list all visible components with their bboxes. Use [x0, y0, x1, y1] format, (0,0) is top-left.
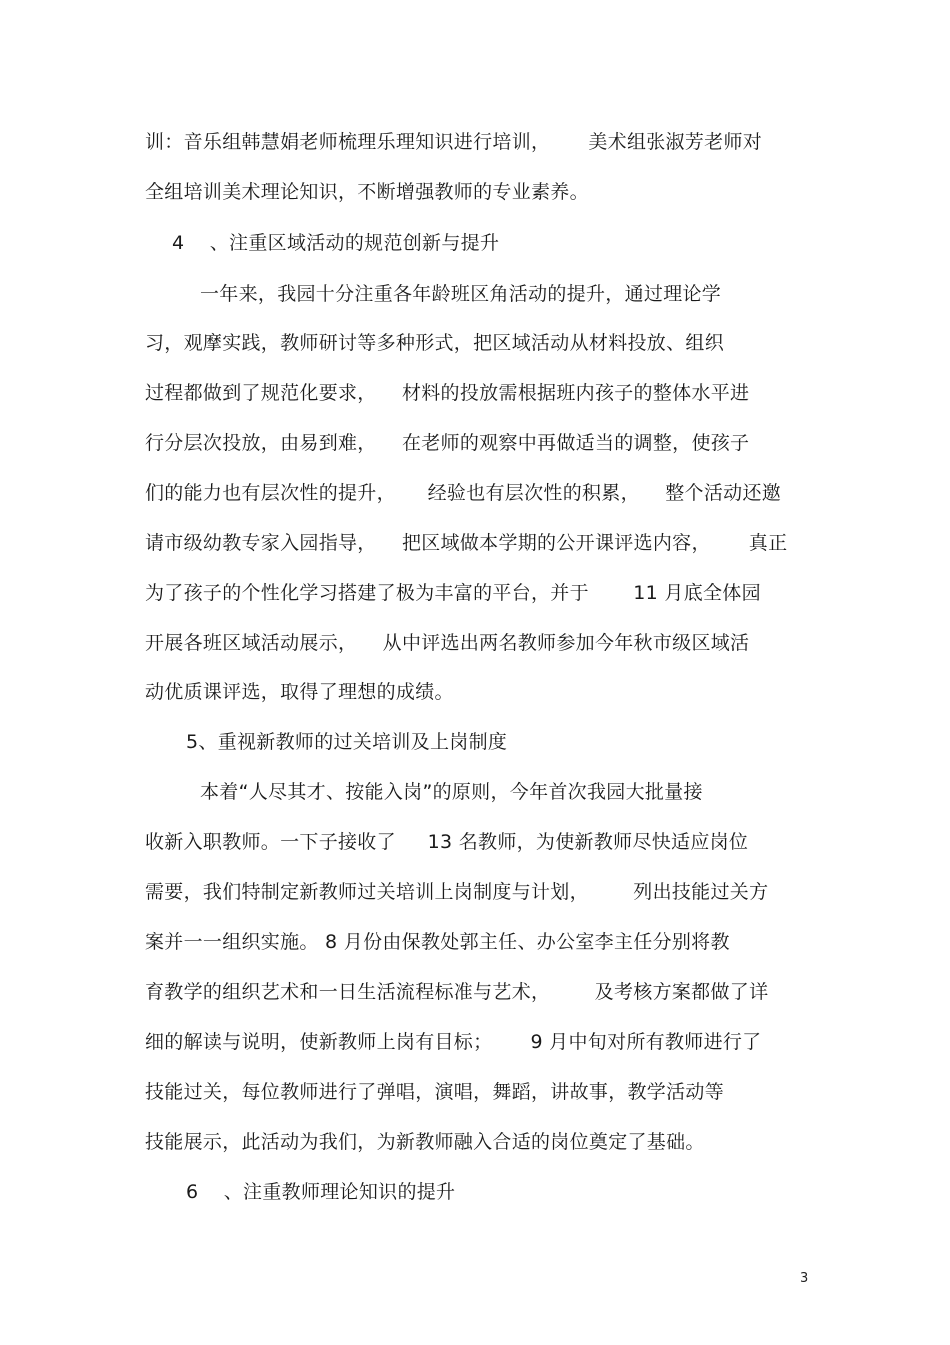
text-line: 需要，我们特制定新教师过关培训上岗制度与计划， 列出技能过关方	[145, 881, 769, 903]
text-line: 们的能力也有层次性的提升， 经验也有层次性的积累， 整个活动还邀	[145, 482, 782, 504]
section-heading-6: 6 、注重教师理论知识的提升	[186, 1181, 456, 1203]
text-line: 细的解读与说明，使新教师上岗有目标； 9 月中旬对所有教师进行了	[145, 1031, 762, 1053]
text-line: 动优质课评选，取得了理想的成绩。	[145, 681, 454, 703]
text-line: 习，观摩实践，教师研讨等多种形式，把区域活动从材料投放、组织	[145, 332, 725, 354]
text-line: 训：音乐组韩慧娟老师梳理乐理知识进行培训， 美术组张淑芳老师对	[145, 131, 763, 153]
section-heading-4: 4 、注重区域活动的规范创新与提升	[172, 232, 500, 254]
text-line: 行分层次投放，由易到难， 在老师的观察中再做适当的调整，使孩子	[145, 432, 750, 454]
text-line: 为了孩子的个性化学习搭建了极为丰富的平台，并于 11 月底全体园	[145, 582, 761, 604]
section-heading-5: 5、重视新教师的过关培训及上岗制度	[186, 731, 508, 753]
text-line: 技能过关，每位教师进行了弹唱，演唱，舞蹈，讲故事，教学活动等	[145, 1081, 725, 1103]
text-line: 请市级幼教专家入园指导， 把区域做本学期的公开课评选内容， 真正	[145, 532, 788, 554]
text-line: 本着“人尽其才、按能入岗”的原则，今年首次我园大批量接	[200, 781, 703, 803]
text-line: 全组培训美术理论知识，不断增强教师的专业素养。	[145, 181, 589, 203]
text-line: 一年来，我园十分注重各年龄班区角活动的提升，通过理论学	[200, 283, 722, 305]
text-line: 开展各班区域活动展示， 从中评选出两名教师参加今年秋市级区域活	[145, 632, 750, 654]
text-line: 收新入职教师。一下子接收了 13 名教师，为使新教师尽快适应岗位	[145, 831, 749, 853]
page-number: 3	[800, 1271, 809, 1286]
text-line: 技能展示，此活动为我们，为新教师融入合适的岗位奠定了基础。	[145, 1131, 705, 1153]
text-line: 案并一一组织实施。 8 月份由保教处郭主任、办公室李主任分别将教	[145, 931, 730, 953]
text-line: 过程都做到了规范化要求， 材料的投放需根据班内孩子的整体水平进	[145, 382, 750, 404]
text-line: 育教学的组织艺术和一日生活流程标准与艺术， 及考核方案都做了详	[145, 981, 769, 1003]
